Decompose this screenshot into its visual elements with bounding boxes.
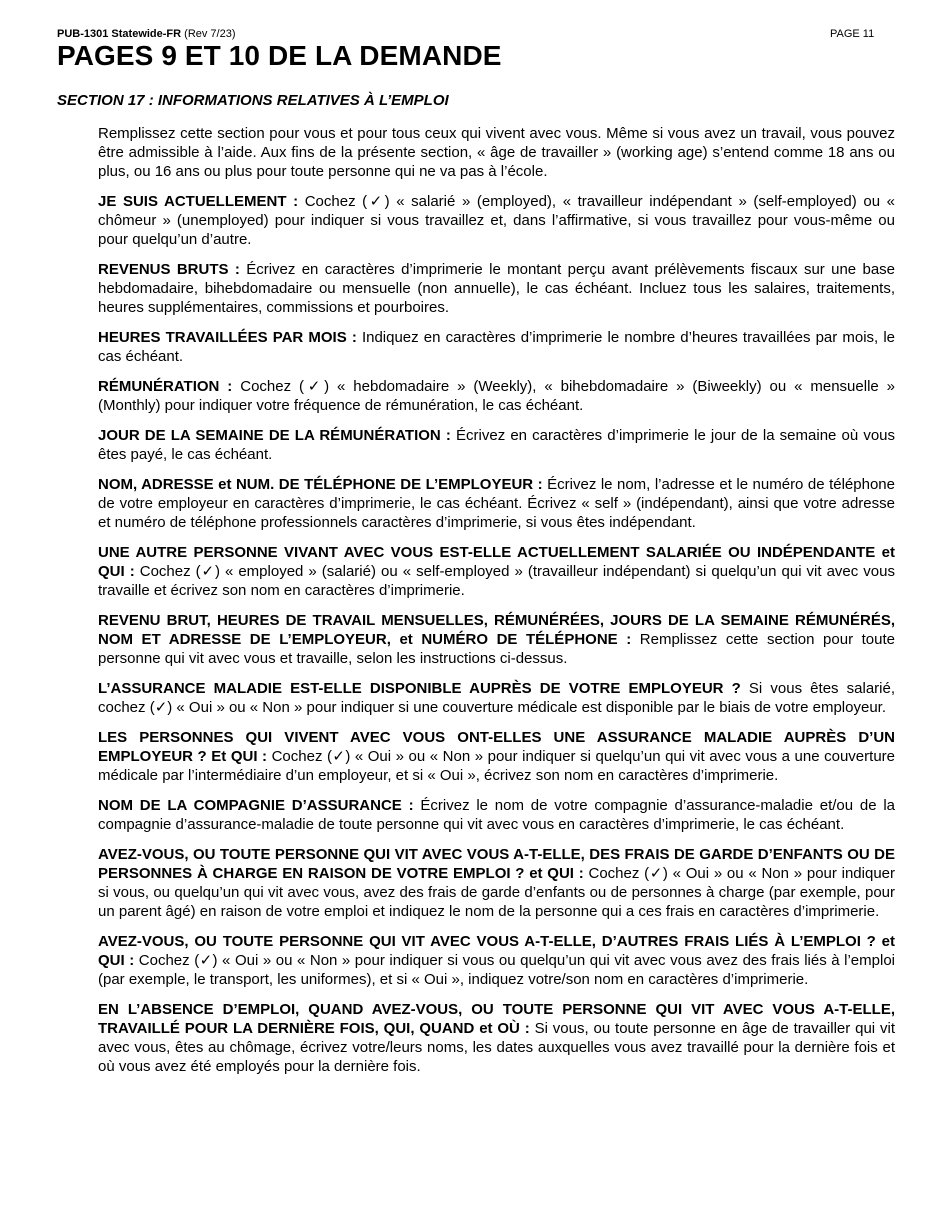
paragraph-text: Écrivez en caractères d’imprimerie le montant perçu avant prélèvements fiscaux sur une base hebdomadaire, bihebdomadaire ou mensuelle (non annuelle), le cas échéant. Incluez tous les salaires, traitements, heures supplémentaires, commissions et pourboires. [98,261,896,316]
paragraph-text: Si vous êtes salarié, cochez (✓) « Oui » ou « Non » pour indiquer si une couverture médicale est disponible par le biais de votre employeur. [98,680,896,716]
paragraph-pay-frequency [98,377,895,415]
paragraph-text: Cochez (✓) « Oui » ou « Non » pour indiquer si vous, ou quelqu’un qui vit avec vous, avez des frais de garde d’enfants ou de personnes à charge (par exemple, pour un parent âgé) en raison de votre emploi et indiquez le nom de la personne qui a ces frais en caractères d’imprimerie. [98,865,896,920]
paragraph-text: Remplissez cette section pour toute personne qui vit avec vous et travaille, selon les instructions ci-dessus. [98,631,895,667]
section-title: SECTION 17 : INFORMATIONS RELATIVES À L’EMPLOI [57,92,449,109]
paragraph-text: Cochez (✓) « employed » (salarié) ou « self-employed » (travailleur indépendant) si quelqu’un qui vit avec vous travaille et écrivez son nom en caractères d’imprimerie. [98,563,895,599]
paragraph-text: Cochez (✓) « salarié » (employed), « travailleur indépendant » (self-employed) ou « chômeur » (unemployed) pour indiquer si vous travaillez et, dans l’affirmative, si vous travaillez pour vous-même ou pour quelqu’un d’autre. [98,193,895,248]
paragraph-label: AVEZ-VOUS, OU TOUTE PERSONNE QUI VIT AVEC VOUS A-T-ELLE, D’AUTRES FRAIS LIÉS À L’EMPLOI ? et QUI : [98,933,895,969]
paragraph-label: HEURES TRAVAILLÉES PAR MOIS : [98,329,357,346]
form-revision: (Rev 7/23) [184,28,236,40]
paragraph-text: Remplissez cette section pour vous et pour tous ceux qui vivent avec vous. Même si vous avez un travail, vous pouvez être admissible à l’aide. Aux fins de la présente section, « âge de travailler » (working age) s’entend comme 18 ans ou plus, ou 16 ans ou plus pour toute personne qui ne va pas à l’école. [98,125,895,180]
form-header [57,28,236,40]
paragraph-other-person-details [98,611,895,668]
paragraph-pay-day [98,426,895,464]
paragraph-label: JOUR DE LA SEMAINE DE LA RÉMUNÉRATION : [98,427,451,444]
paragraph-text: Écrivez le nom, l’adresse et le numéro de téléphone de votre employeur en caractères d’imprimerie, le cas échéant. Écrivez « self » (indépendant), ainsi que votre adresse et numéro de téléphone professionnels caractères d’imprimerie, si vous êtes indépendant. [98,476,895,531]
paragraph-label: EN L’ABSENCE D’EMPLOI, QUAND AVEZ-VOUS, OU TOUTE PERSONNE QUI VIT AVEC VOUS A-T-ELLE, TRAVAILLÉ POUR LA DERNIÈRE FOIS, QUI, QUAND et OÙ : [98,1001,895,1037]
paragraph-label: REVENU BRUT, HEURES DE TRAVAIL MENSUELLES, RÉMUNÉRÉES, JOURS DE LA SEMAINE RÉMUNÉRÉS, NOM ET ADRESSE DE L’EMPLOYEUR, et NUMÉRO DE TÉLÉPHONE : [98,612,895,648]
paragraph-label: NOM, ADRESSE et NUM. DE TÉLÉPHONE DE L’EMPLOYEUR : [98,476,543,493]
page-number: PAGE 11 [830,28,875,40]
paragraph-text: Cochez (✓) « Oui » ou « Non » pour indiquer si vous ou quelqu’un qui vit avec vous avez des frais liés à l’emploi (par exemple, le transport, les uniformes), et si « Oui », indiquez votre/son nom en caractères d’imprimerie. [98,952,895,988]
paragraph-text: Indiquez en caractères d’imprimerie le nombre d’heures travaillées par mois, le cas échéant. [98,329,895,365]
paragraph-label: REVENUS BRUTS : [98,261,240,278]
paragraph-label: JE SUIS ACTUELLEMENT : [98,193,299,210]
form-id: PUB-1301 Statewide-FR [57,28,182,40]
page-title: PAGES 9 ET 10 DE LA DEMANDE [57,40,502,71]
paragraph-text: Écrivez en caractères d’imprimerie le jour de la semaine où vous êtes payé, le cas échéant. [98,427,896,463]
paragraph-household-health-insurance [98,728,895,785]
paragraph-insurance-company [98,796,895,834]
paragraph-label: RÉMUNÉRATION : [98,378,233,395]
paragraph-employer-health-insurance [98,679,895,717]
paragraph-label: AVEZ-VOUS, OU TOUTE PERSONNE QUI VIT AVEC VOUS A-T-ELLE, DES FRAIS DE GARDE D’ENFANTS OU DE PERSONNES À CHARGE EN RAISON DE VOTRE EMPLOI ? et QUI : [98,846,895,882]
instructions-body [98,124,895,1087]
paragraph-hours-worked [98,328,895,366]
paragraph-dependent-care-costs [98,845,895,921]
paragraph-employment-status [98,192,895,249]
paragraph-label: LES PERSONNES QUI VIVENT AVEC VOUS ONT-ELLES UNE ASSURANCE MALADIE AUPRÈS D’UN EMPLOYEUR ? Et QUI : [98,729,895,765]
paragraph-intro [98,124,895,181]
paragraph-label: UNE AUTRE PERSONNE VIVANT AVEC VOUS EST-ELLE ACTUELLEMENT SALARIÉE OU INDÉPENDANTE et QUI : [98,544,895,580]
paragraph-text: Écrivez le nom de votre compagnie d’assurance-maladie et/ou de la compagnie d’assurance-maladie de toute personne qui vit avec vous en caractères d’imprimerie, le cas échéant. [98,797,896,833]
paragraph-other-work-expenses [98,932,895,989]
paragraph-text: Si vous, ou toute personne en âge de travailler qui vit avec vous, êtes au chômage, écrivez votre/leurs noms, les dates auxquelles vous avez travaillé pour la dernière fois et où vous avez été employés pour la dernière fois. [98,1020,895,1075]
paragraph-gross-income [98,260,895,317]
paragraph-last-employment [98,1000,895,1076]
paragraph-text: Cochez (✓) « hebdomadaire » (Weekly), « bihebdomadaire » (Biweekly) ou « mensuelle » (Monthly) pour indiquer votre fréquence de rémunération, le cas échéant. [98,378,896,414]
paragraph-text: Cochez (✓) « Oui » ou « Non » pour indiquer si quelqu’un qui vit avec vous a une couverture médicale par l’intermédiaire d’un employeur, et si « Oui », écrivez son nom en caractères d’imprimerie. [98,748,895,784]
paragraph-other-person-employed [98,543,895,600]
paragraph-label: L’ASSURANCE MALADIE EST-ELLE DISPONIBLE AUPRÈS DE VOTRE EMPLOYEUR ? [98,680,741,697]
paragraph-label: NOM DE LA COMPAGNIE D’ASSURANCE : [98,797,414,814]
paragraph-employer-info [98,475,895,532]
